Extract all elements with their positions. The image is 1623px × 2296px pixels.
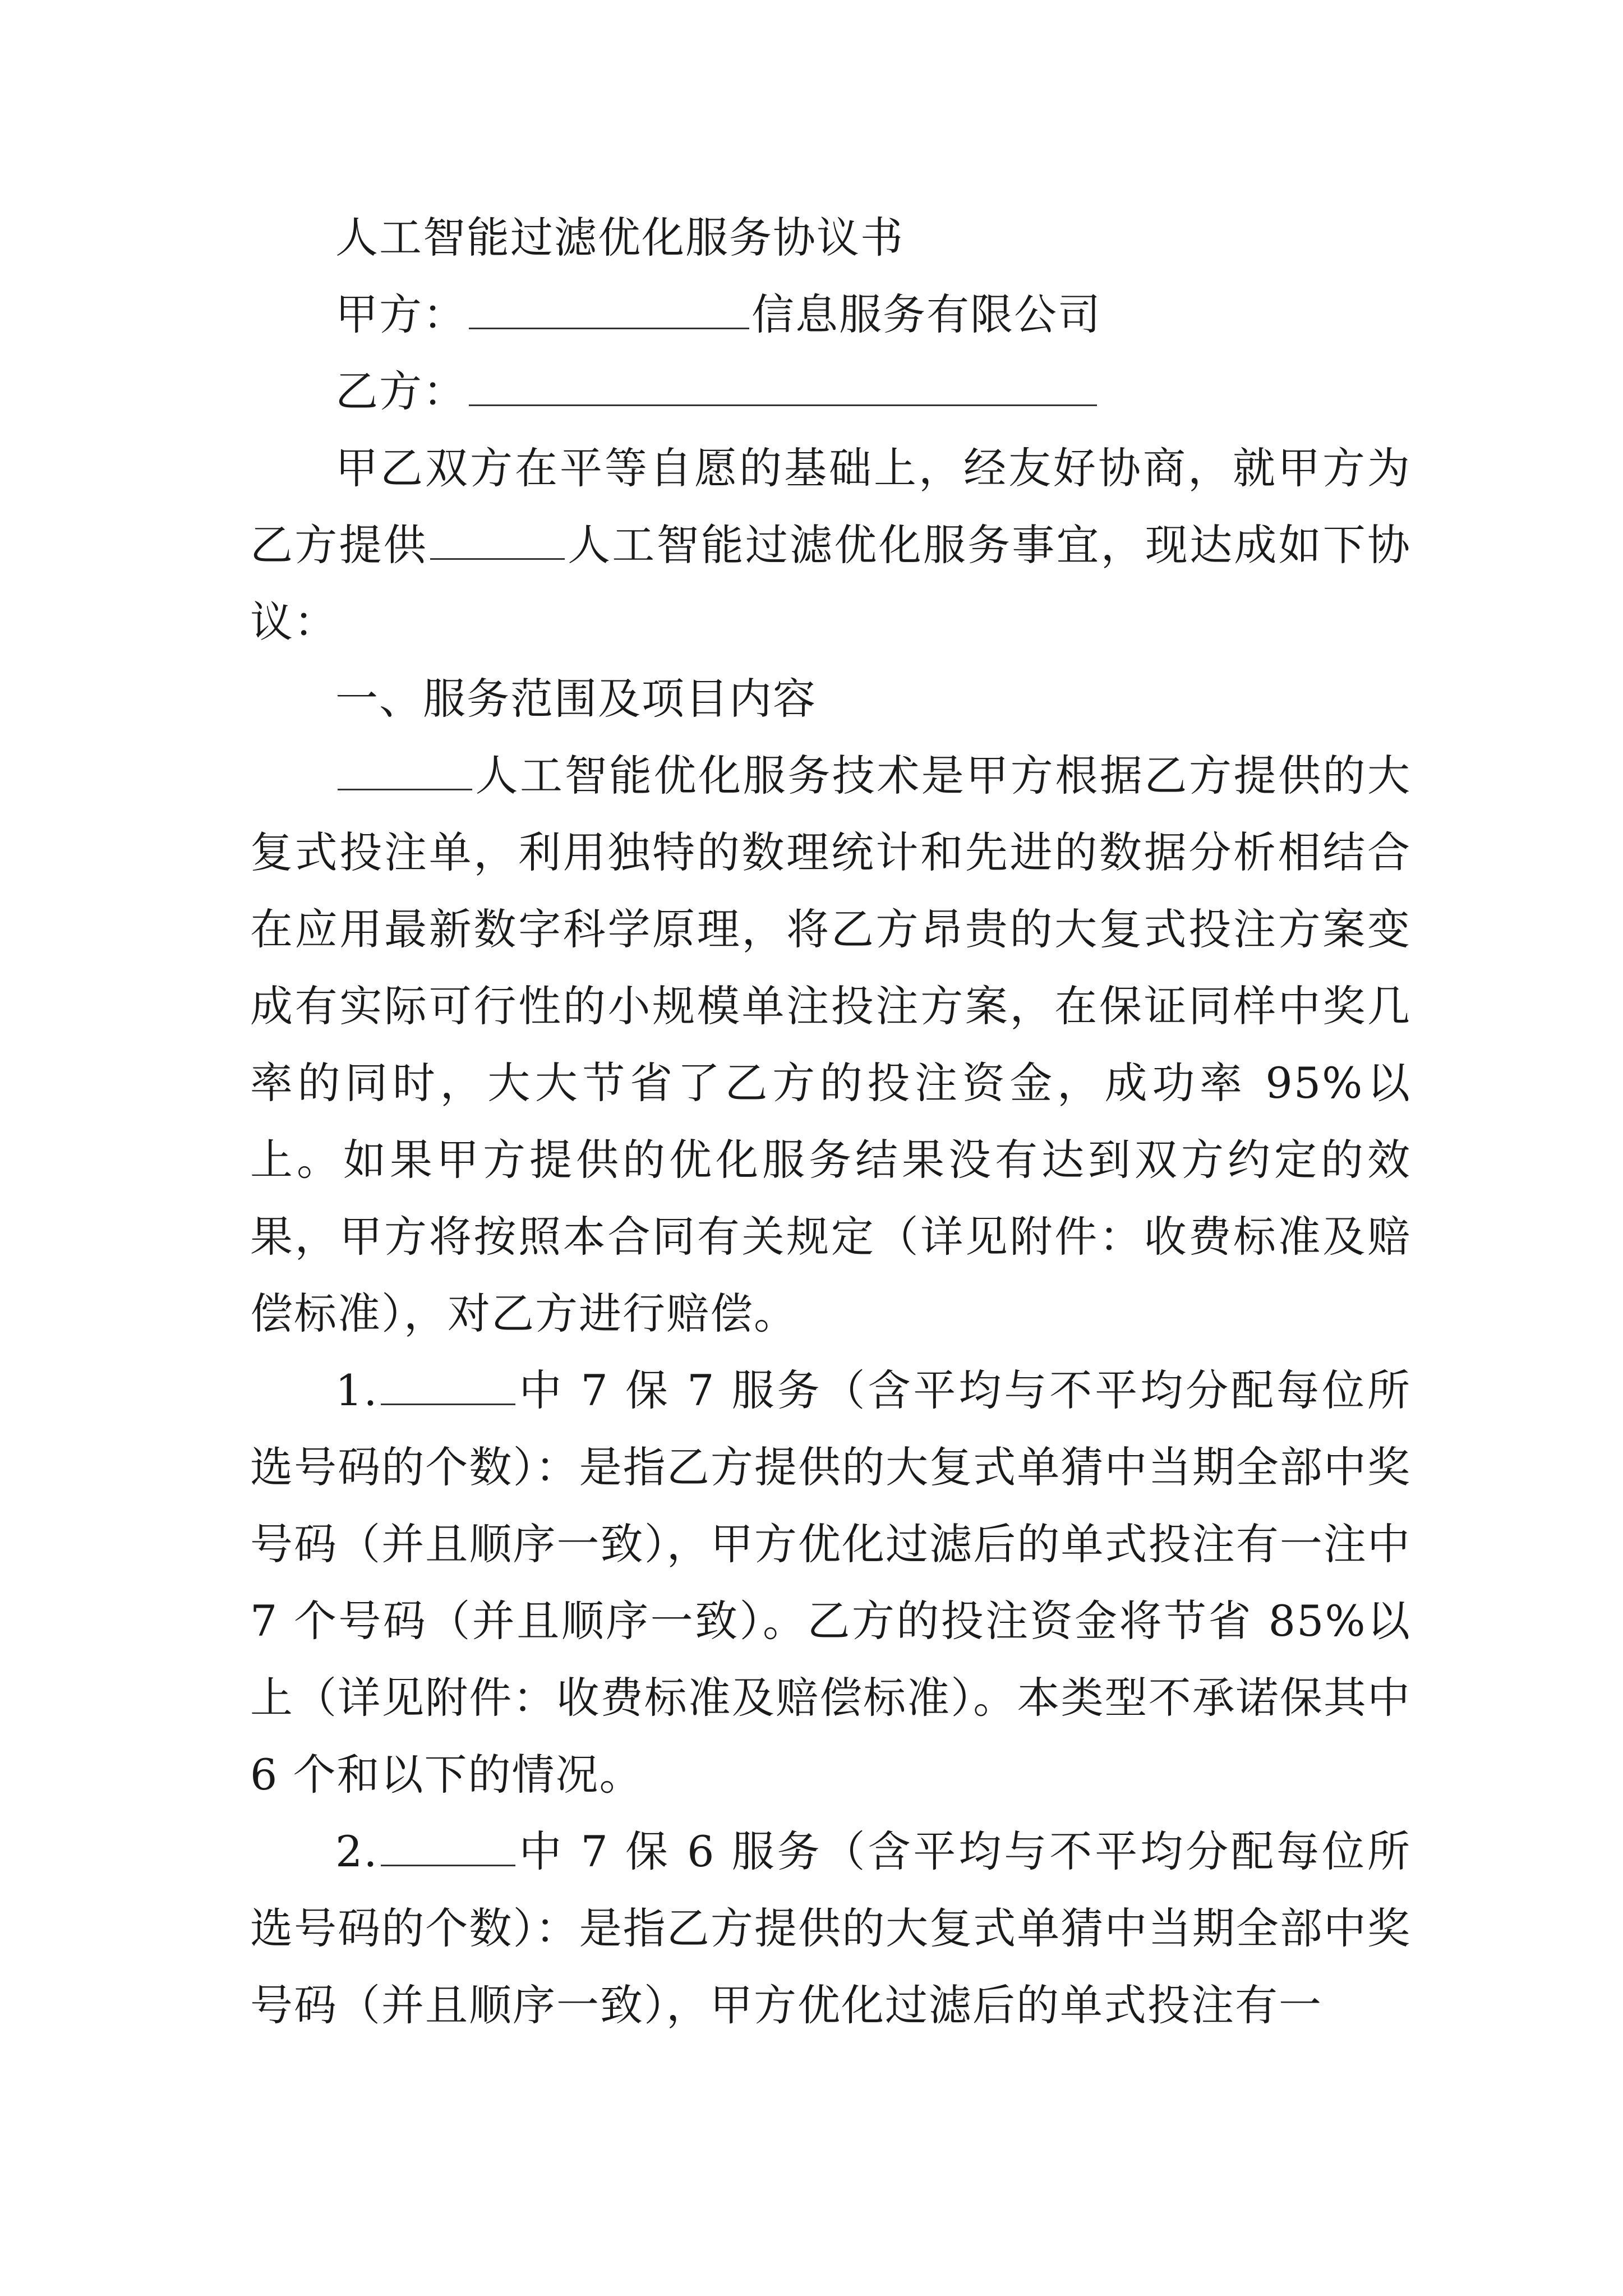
party-a-line [250, 276, 1411, 353]
item2-prefix: 2. [335, 1826, 379, 1876]
party-b-label: 乙方： [335, 366, 467, 416]
section1-text: 人工智能优化服务技术是甲方根据乙方提供的大复式投注单，利用独特的数理统计和先进的数据分析相结合在应用最新数字科学原理，将乙方昂贵的大复式投注方案变成有实际可行性的小规模单注投注方案，在保证同样中奖几率的同时，大大节省了乙方的投注资金，成功率 95%以上。如果甲方提供的优化服务结果没有达到双方约定的效果，甲方将按照本合同有关规定（详见附件：收费标准及赔偿标准），对乙方进行赔偿。 [250, 751, 1411, 1338]
party-a-label: 甲方： [335, 289, 467, 339]
party-b-blank [469, 370, 1097, 406]
item2-text: 中 7 保 6 服务（含平均与不平均分配每位所选号码的个数）：是指乙方提供的大复式单猜中当期全部中奖号码（并且顺序一致），甲方优化过滤后的单式投注有一 [250, 1826, 1411, 2030]
intro-paragraph [250, 430, 1411, 660]
section1-heading: 一、服务范围及项目内容 [335, 674, 817, 724]
item1-blank [381, 1369, 515, 1405]
intro-blank [430, 523, 565, 560]
party-b-line [250, 353, 1411, 430]
item1-prefix: 1. [335, 1365, 379, 1415]
document-title: 人工智能过滤优化服务协议书 [335, 213, 904, 263]
document-body [250, 199, 1411, 2044]
section1-blank [338, 754, 472, 790]
intro-text-part2: 人工智能过滤优化服务事宜，现达成如下协议： [250, 520, 1412, 647]
intro-text-part1: 甲乙双方在平等自愿的基础上，经友好协商，就甲方为乙方提供 [250, 443, 1411, 570]
item1-paragraph [250, 1352, 1411, 1813]
party-a-suffix: 信息服务有限公司 [751, 289, 1101, 339]
section1-paragraph [250, 737, 1411, 1352]
item2-blank [381, 1830, 515, 1866]
item2-paragraph [250, 1813, 1411, 2044]
item1-text: 中 7 保 7 服务（含平均与不平均分配每位所选号码的个数）：是指乙方提供的大复式单猜中当期全部中奖号码（并且顺序一致），甲方优化过滤后的单式投注有一注中 7 个号码（并且顺序一致）。乙方的投注资金将节省 85%以上（详见附件：收费标准及赔偿标准）。本类型不承诺保其中 6 个和以下的情况。 [250, 1365, 1411, 1800]
party-a-blank [469, 293, 749, 329]
